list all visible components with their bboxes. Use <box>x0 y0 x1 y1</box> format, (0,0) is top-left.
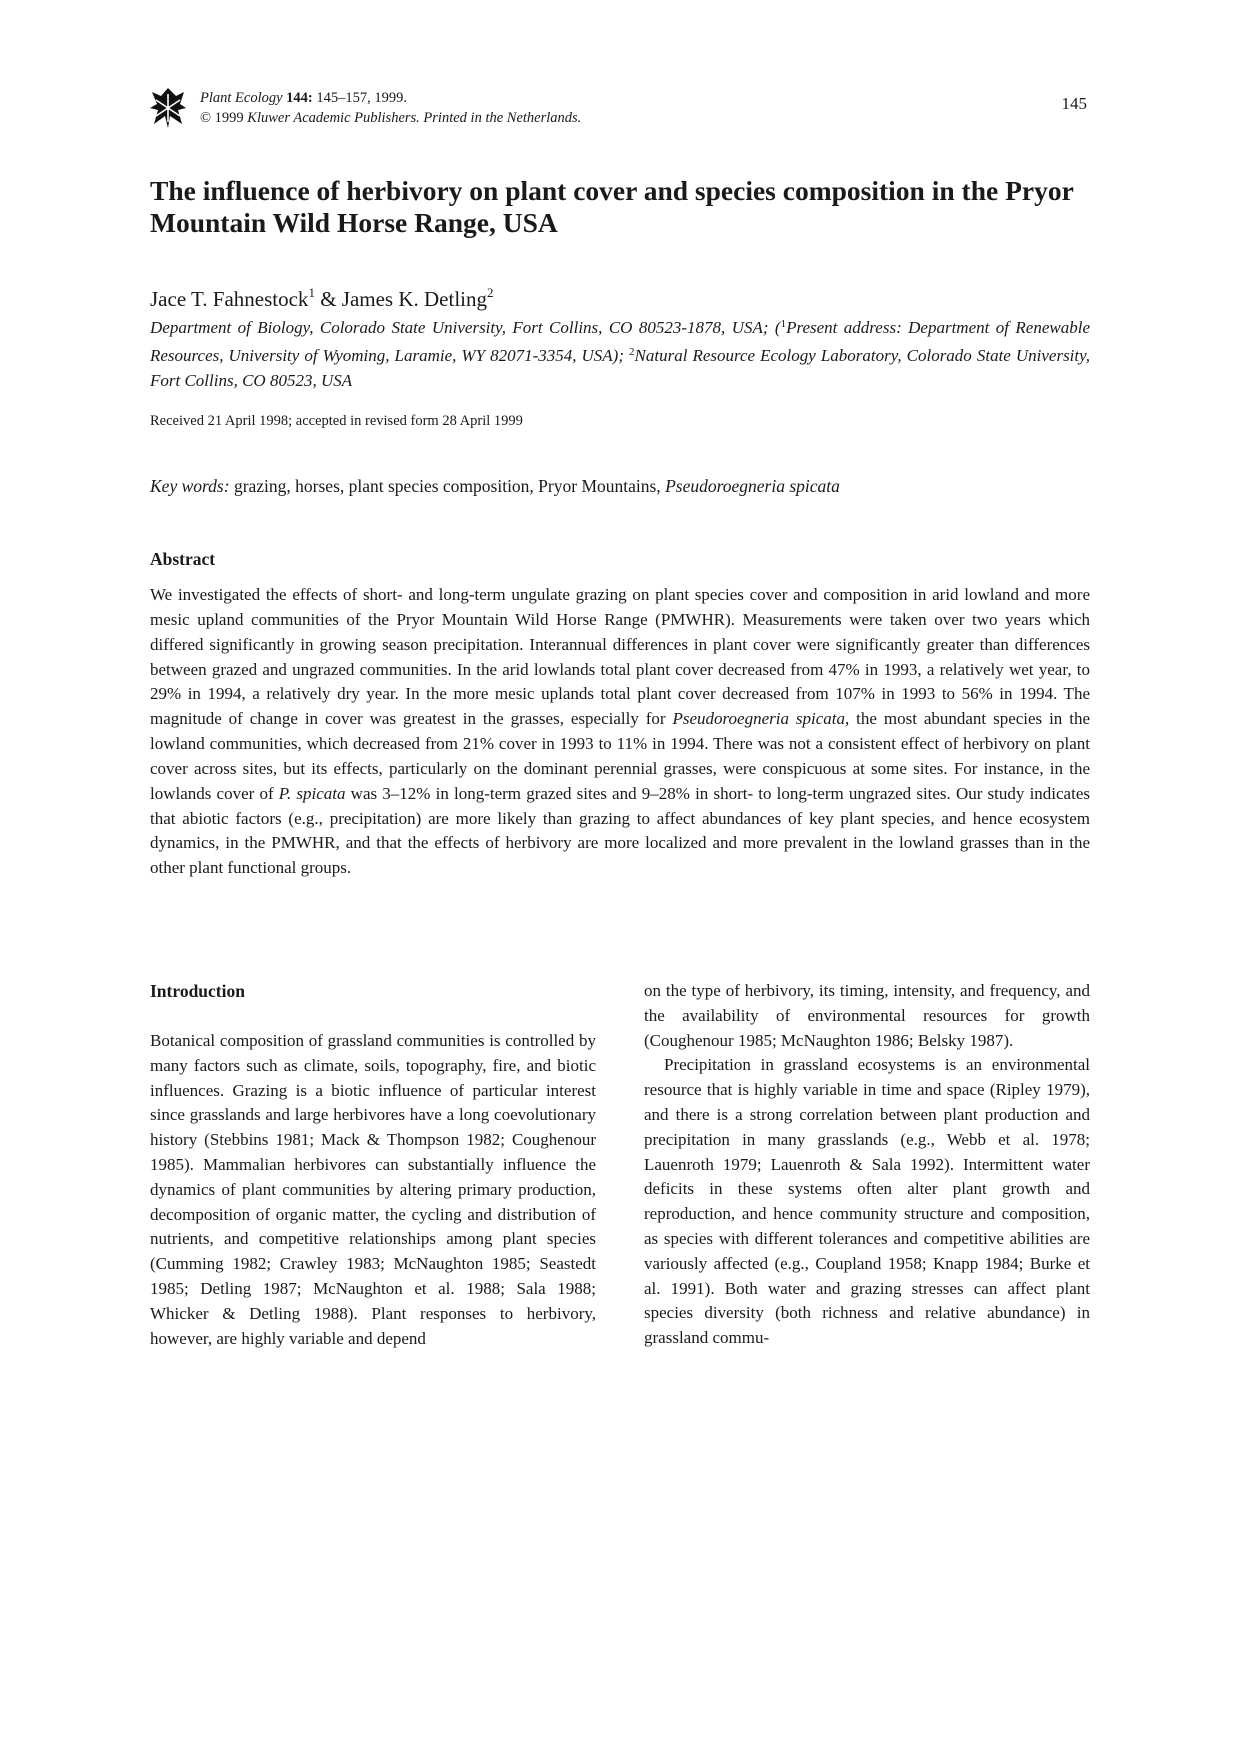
introduction-heading: Introduction <box>150 981 245 1001</box>
abstract-text-2: , the most abundant species in the lowland communities, which decreased from 21% cover in 1993 to 11% in 1994. There was not a consistent effect of herbivory on plant cover across sites, but its effects, particularly on the dominant perennial grasses, were conspicuous at some sites. For instance, in the lowlands cover of <box>150 709 1090 803</box>
keywords-list: grazing, horses, plant species composition, Pryor Mountains, <box>229 476 666 496</box>
affiliation-part-3: Natural Resource Ecology Laboratory, Colorado State University, Fort Collins, CO 80523, USA <box>150 346 1090 390</box>
author-2: James K. Detling <box>341 287 488 311</box>
author-joiner: & <box>314 287 342 311</box>
author-1-superscript: 1 <box>308 285 315 300</box>
abstract-heading: Abstract <box>150 549 216 569</box>
author-1: Jace T. Fahnestock <box>150 287 309 311</box>
affiliation-superscript-2: 2 <box>629 346 635 358</box>
introduction-left-column: Botanical composition of grassland communities is controlled by many factors such as climate, soils, topography, fire, and biotic influences. Grazing is a biotic influence of particular interest since grasslands and large herbivores have a long coevolutionary history (Stebbins 1981; Mack & Thompson 1982; Coughenour 1985). Mammalian herbivores can substantially influence the dynamics of plant communities by altering primary production, decomposition of organic matter, the cycling and distribution of nutrients, and competitive relationships among plant species (Cumming 1982; Crawley 1983; McNaughton 1985; Seastedt 1985; Detling 1987; McNaughton et al. 1988; Sala 1988; Whicker & Detling 1988). Plant responses to herbivory, however, are highly variable and depend <box>150 1031 596 1348</box>
journal-name: Plant Ecology <box>200 90 283 106</box>
affiliations <box>150 312 1090 393</box>
journal-citation <box>200 88 581 128</box>
paper-title: The influence of herbivory on plant cover and species composition in the Pryor Mountain Wild Horse Range, USA <box>150 175 1074 238</box>
keywords-label: Key words: <box>150 476 230 496</box>
copyright-year: © 1999 <box>200 110 244 126</box>
affiliation-part-1: Department of Biology, Colorado State University, Fort Collins, CO 80523-1878, USA; ( <box>150 318 781 337</box>
author-line <box>150 285 494 312</box>
abstract-text-3: was 3–12% in long-term grazed sites and 9–28% in short- to long-term ungrazed sites. Our study indicates that abiotic factors (e.g., precipitation) are more likely than grazing to affect abundances of key plant species, and hence ecosystem dynamics, in the PMWHR, and that the effects of herbivory are more localized and more prevalent in the lowland grasses than in the other plant functional groups. <box>150 783 1090 878</box>
introduction-right-paragraph-2: Precipitation in grassland ecosystems is an environmental resource that is highly variable in time and space (Ripley 1979), and there is a strong correlation between plant production and precipitation in many grasslands (e.g., Webb et al. 1978; Lauenroth 1979; Lauenroth & Sala 1992). Intermittent water deficits in these systems often alter plant growth and reproduction, and hence community structure and composition, as species with different tolerances and competitive abilities are variously affected (e.g., Coupland 1958; Knapp 1984; Burke et al. 1991). Both water and grazing stresses can affect plant species diversity (both richness and relative abundance) in grassland commu- <box>644 1055 1090 1348</box>
publisher-logo-icon <box>150 86 186 130</box>
abstract-text-1: We investigated the effects of short- and long-term ungulate grazing on plant species cover and composition in arid lowland and more mesic upland communities of the Pryor Mountain Wild Horse Range (PMWHR). Measurements were taken over two years which differed significantly in growing season precipitation. Interannual differences in plant cover were significantly greater than differences between grazed and ungrazed communities. In the arid lowlands total plant cover decreased from 47% in 1993, a relatively wet year, to 29% in 1994, a relatively dry year. In the more mesic uplands total plant cover decreased from 107% in 1993 to 56% in 1994. The magnitude of change in cover was greatest in the grasses, especially for <box>150 585 1090 729</box>
printed-note: Printed in the Netherlands. <box>423 110 582 126</box>
received-dates: Received 21 April 1998; accepted in revised form 28 April 1999 <box>150 413 523 429</box>
journal-volume: 144: <box>286 90 313 106</box>
page-number: 145 <box>1061 94 1087 113</box>
abstract-species-2: P. spicata <box>278 783 346 803</box>
journal-pages-year: 145–157, 1999. <box>316 90 408 106</box>
abstract-species-1: Pseudoroegneria spicata <box>672 709 845 729</box>
publisher-name: Kluwer Academic Publishers. <box>247 110 420 126</box>
affiliation-part-2: Present address: Department of Renewable Resources, University of Wyoming, Laramie, WY 82071-3354, USA); <box>150 318 1090 365</box>
keywords-species: Pseudoroegneria spicata <box>665 476 840 496</box>
introduction-right-column <box>644 979 1090 1351</box>
keywords-line <box>150 476 840 497</box>
author-2-superscript: 2 <box>487 285 494 300</box>
affiliation-superscript-1: 1 <box>780 318 787 330</box>
abstract-body <box>150 583 1090 881</box>
introduction-right-paragraph-1: on the type of herbivory, its timing, intensity, and frequency, and the availability of environmental resources for growth (Coughenour 1985; McNaughton 1986; Belsky 1987). <box>644 981 1090 1050</box>
